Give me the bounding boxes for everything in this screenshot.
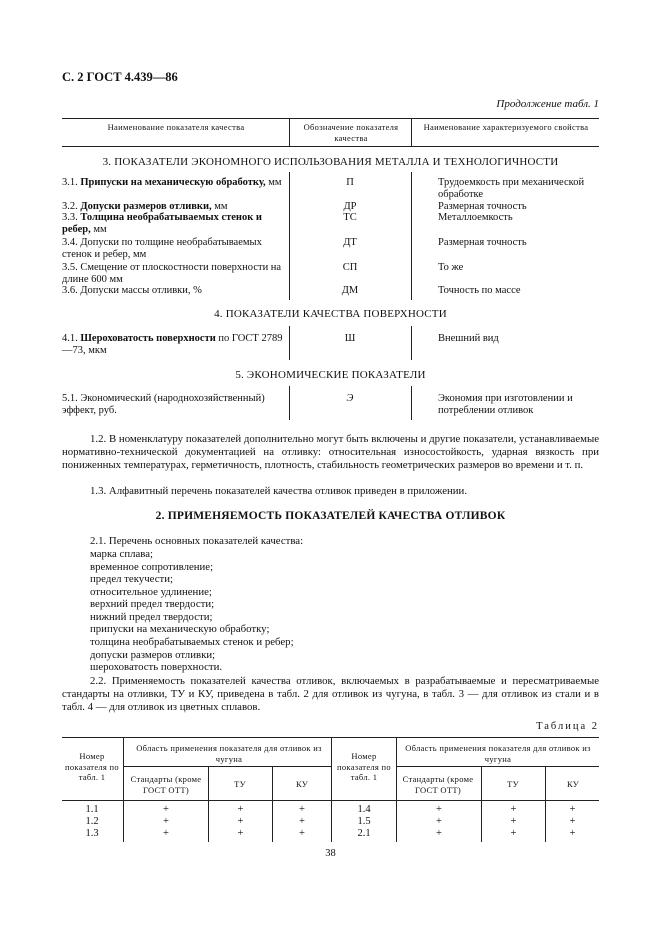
table1-section-title: 4. ПОКАЗАТЕЛИ КАЧЕСТВА ПОВЕРХНОСТИ (214, 308, 447, 320)
table1-row-name: 3.2. Допуски размеров отливки, мм (62, 201, 228, 212)
table1-top-rule (62, 118, 599, 119)
table2-header-num: Номер показателя по табл. 1 (65, 751, 119, 782)
table2-cell-ku: + (569, 816, 576, 827)
table2-cell-tu: + (510, 804, 517, 815)
list-item: предел текучести; (90, 573, 173, 585)
table1-row-property: Трудоемкость при механической обработке (438, 177, 585, 200)
table2-header-ku: КУ (295, 779, 309, 789)
table2-divider (331, 737, 332, 842)
table2-cell-num: 1.4 (357, 804, 371, 815)
table1-header-rule (62, 146, 599, 147)
list-item: верхний предел твердости; (90, 598, 215, 610)
table2-header-std: Стандарты (кроме ГОСТ ОТТ) (402, 774, 474, 795)
table1-row-property: Размерная точность (438, 237, 527, 248)
list-item: шероховатость поверхности. (90, 661, 223, 673)
table2-header-area: Область применения показателя для отливок из чугуна (136, 743, 322, 764)
list-item: временное сопротивление; (90, 561, 214, 573)
table2-cell-num: 1.3 (85, 828, 99, 839)
table1-row-property: То же (438, 262, 464, 273)
table2-cell-std: + (163, 828, 169, 839)
table2-cell-tu: + (237, 828, 244, 839)
table2-cell-num: 2.1 (357, 828, 371, 839)
table-continuation-label: Продолжение табл. 1 (496, 98, 599, 110)
table2-cell-std: + (436, 816, 442, 827)
table1-header-divider (411, 118, 412, 146)
table1-row-code: Э (346, 393, 354, 404)
table2-header-area: Область применения показателя для отливок из чугуна (405, 743, 591, 764)
table1-row-property: Экономия при изготовлении и потреблении отливок (438, 393, 573, 416)
table2-header-num: Номер показателя по табл. 1 (337, 751, 391, 782)
table2-cell-ku: + (569, 804, 576, 815)
list-item: относительное удлинение; (90, 586, 212, 598)
table1-header-code: Обозначение показателя качества (303, 122, 399, 143)
table2-cell-ku: + (569, 828, 576, 839)
list-item: марка сплава; (90, 548, 154, 560)
table2-cell-num: 1.1 (85, 804, 99, 815)
table2-header-ku: КУ (566, 779, 580, 789)
table1-row-name: 3.1. Припуски на механическую обработку, мм (62, 177, 282, 188)
table1-header-name: Наименование показателя качества (107, 122, 245, 132)
table1-row-name: 5.1. Экономический (народнохозяйственный) эффект, руб. (62, 393, 265, 416)
table1-column-divider (411, 172, 412, 300)
table2-cell-tu: + (510, 828, 517, 839)
table2-cell-std: + (436, 828, 442, 839)
list-intro: 2.1. Перечень основных показателей качества: (90, 535, 304, 547)
table1-row-property: Внешний вид (438, 333, 499, 344)
table1-row-property: Точность по массе (438, 285, 521, 296)
table2-header-std: Стандарты (кроме ГОСТ ОТТ) (130, 774, 202, 795)
table1-header-property: Наименование характеризуемого свойства (423, 122, 589, 132)
table2-cell-ku: + (299, 804, 305, 815)
paragraph-2-2: 2.2. Применяемость показателей качества отливок, включаемых в разрабатываемые и пересматриваемые стандарты на отливки, ТУ и КУ, приведена в табл. 2 для отливок из чугуна, в табл. 3 — для отливок из стали и в табл. 4 — для отливок из цветных сплавов. (62, 675, 599, 713)
table1-header-divider (289, 118, 290, 146)
list-item: припуски на механическую обработку; (90, 623, 270, 635)
table1-row-name: 4.1. Шероховатость поверхности по ГОСТ 2789—73, мкм (62, 333, 283, 356)
table2-cell-tu: + (510, 816, 517, 827)
table2-cell-tu: + (237, 804, 244, 815)
table1-row-code: ТС (343, 212, 357, 223)
table1-row-property: Металлоемкость (438, 212, 513, 223)
table1-column-divider (289, 172, 290, 300)
table2-cell-num: 1.2 (85, 816, 99, 827)
table2-header-tu: ТУ (234, 779, 246, 789)
table2-cell-std: + (163, 816, 169, 827)
table1-column-divider (411, 326, 412, 360)
table1-row-name: 3.4. Допуски по толщине необрабатываемых стенок и ребер, мм (62, 237, 262, 260)
table1-row-code: СП (342, 262, 358, 273)
table2-cell-tu: + (237, 816, 244, 827)
table2-cell-ku: + (299, 828, 305, 839)
table2-header-rule (62, 800, 599, 801)
page-header: С. 2 ГОСТ 4.439—86 (62, 70, 178, 84)
table1-row-property: Размерная точность (438, 201, 527, 212)
table1-row-code: П (346, 177, 354, 188)
table2-subheader-rule (123, 766, 331, 767)
table2-header-tu: ТУ (507, 779, 519, 789)
page-number: 38 (325, 848, 336, 859)
table2-cell-ku: + (299, 816, 305, 827)
section-2-title: 2. ПРИМЕНЯЕМОСТЬ ПОКАЗАТЕЛЕЙ КАЧЕСТВА ОТЛИВОК (155, 510, 506, 522)
table1-row-code: ДМ (341, 285, 359, 296)
table1-column-divider (411, 386, 412, 420)
table1-section-title: 5. ЭКОНОМИЧЕСКИЕ ПОКАЗАТЕЛИ (235, 369, 426, 381)
table1-row-code: ДТ (343, 237, 357, 248)
table1-row-name: 3.5. Смещение от плоскостности поверхности на длине 600 мм (62, 262, 282, 285)
table2-label: Таблица 2 (536, 721, 599, 732)
table1-row-code: ДР (343, 201, 357, 212)
table1-row-code: Ш (344, 333, 356, 344)
list-item: толщина необрабатываемых стенок и ребер; (90, 636, 294, 648)
table2-subheader-rule (396, 766, 599, 767)
table2-cell-num: 1.5 (357, 816, 371, 827)
table1-row-name: 3.3. Толщина необрабатываемых стенок и ребер, мм (62, 212, 262, 235)
paragraph-1-3: 1.3. Алфавитный перечень показателей качества отливок приведен в приложении. (90, 485, 468, 497)
table1-row-name: 3.6. Допуски массы отливки, % (62, 285, 202, 296)
table2-cell-std: + (163, 804, 169, 815)
list-item: нижний предел твердости; (90, 611, 213, 623)
paragraph-1-2: 1.2. В номенклатуру показателей дополнительно могут быть включены и другие показатели, устанавливаемые нормативно-технической документацией на отливку: относительная износостойкость, ударная вязкость при пониженных температурах, герметичность, плотность, стабильность геометрических размеров во времени и т. п. (62, 433, 599, 471)
table1-section-title: 3. ПОКАЗАТЕЛИ ЭКОНОМНОГО ИСПОЛЬЗОВАНИЯ МЕТАЛЛА И ТЕХНОЛОГИЧНОСТИ (102, 156, 559, 168)
table2-cell-std: + (436, 804, 442, 815)
list-item: допуски размеров отливки; (90, 649, 216, 661)
